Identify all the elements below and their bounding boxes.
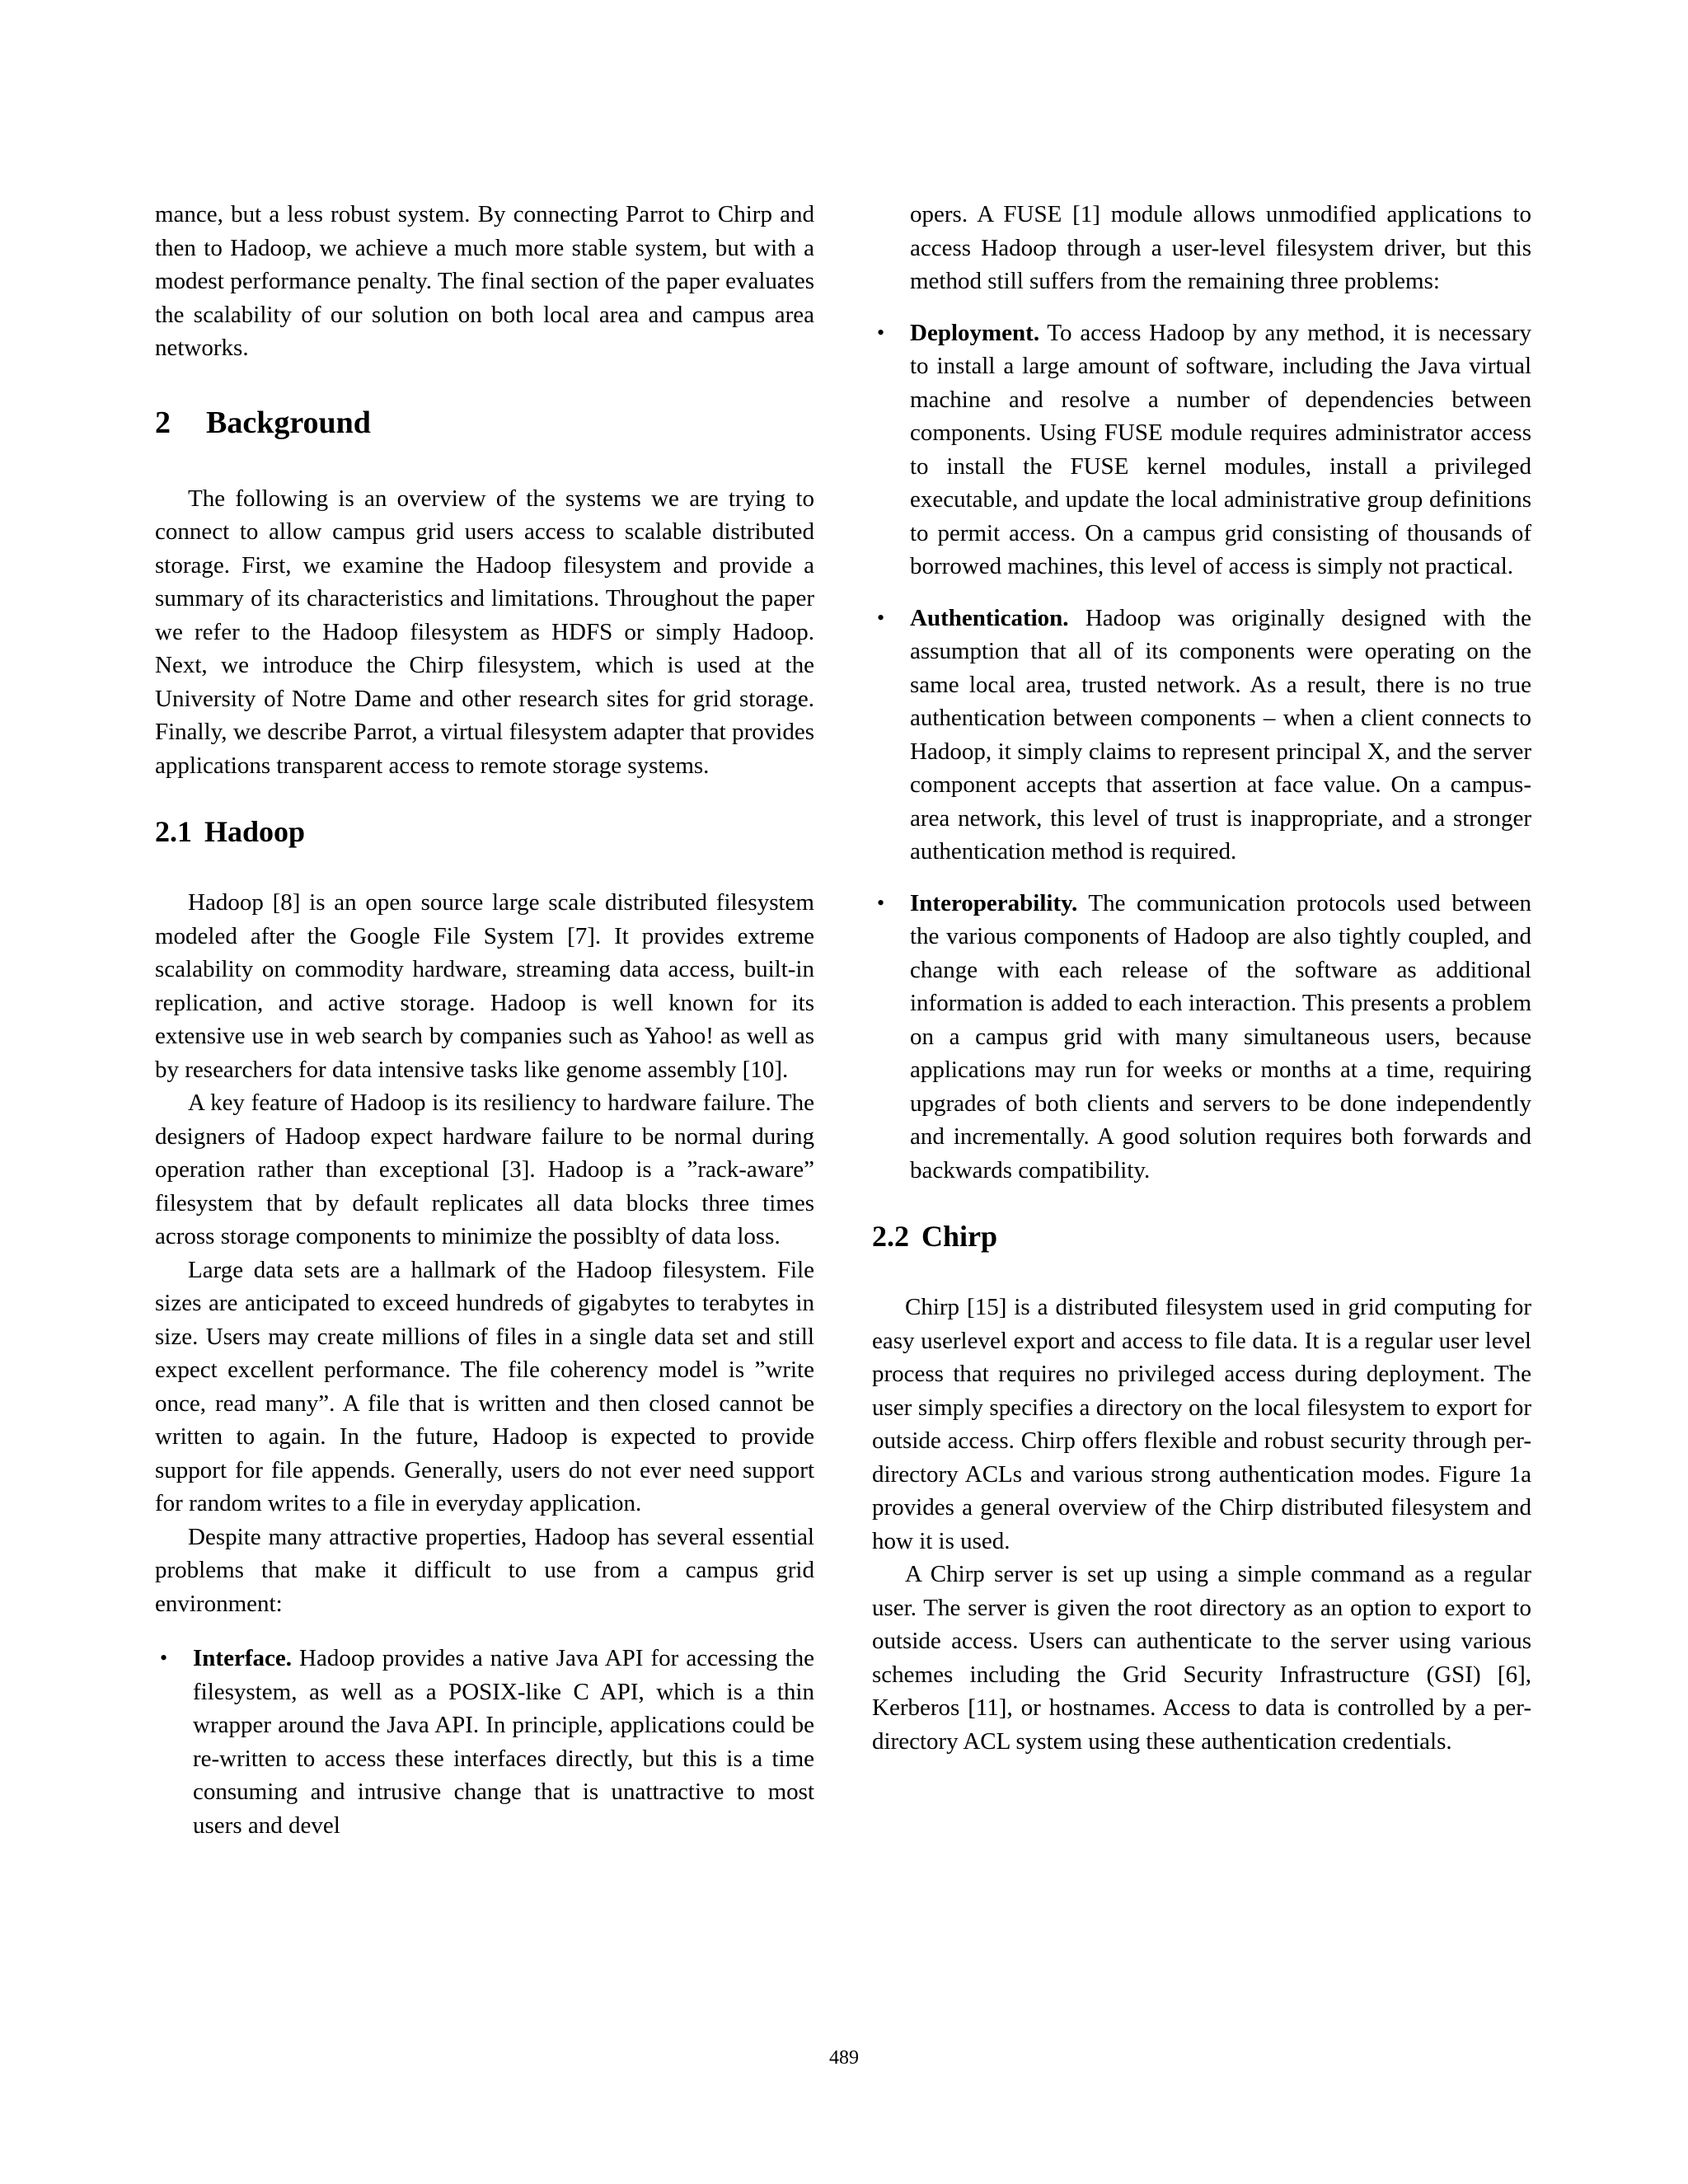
bullet-lead: Authentication. (910, 604, 1069, 631)
intro-continued-paragraph: mance, but a less robust system. By connecting Parrot to Chirp and then to Hadoop, we achieve a much more stable system, but with a modest performance penalty. The final section of the paper evaluates the scalability of our solution on both local area and campus area networks. (155, 201, 814, 361)
hadoop-paragraph-4: Despite many attractive properties, Hadoop has several essential problems that make it difficult to use from a campus grid environment: (155, 1523, 814, 1617)
section-title: Background (206, 405, 371, 440)
list-item (872, 887, 1531, 1188)
subsection-number: 2.2 (872, 1220, 909, 1253)
bullet-icon: • (877, 605, 885, 630)
hadoop-paragraph-3: Large data sets are a hallmark of the Hadoop filesystem. File sizes are anticipated to exceed hundreds of gigabytes to terabytes in size. Users may create millions of files in a single data set and still expect excellent performance. The file coherency model is ”write once, read many”. A file that is written and then closed cannot be written to again. In the future, Hadoop is expected to provide support for file appends. Generally, users do not ever need support for random writes to a file in everyday application. (155, 1256, 814, 1516)
bullet-text: To access Hadoop by any method, it is necessary to install a large amount of software, including the Java virtual machine and resolve a number of dependencies between components. Using FUSE module requires administrator access to install the FUSE kernel modules, install a privileged executable, and update the local administrative group definitions to permit access. On a campus grid consisting of thousands of borrowed machines, this level of access is simply not practical. (910, 319, 1531, 579)
subsection-number: 2.1 (155, 815, 192, 848)
bullet-text: The communication protocols used between the various components of Hadoop are also tightly coupled, and change with each release of the software as additional information is added to each interaction. This presents a problem on a campus grid with many simultaneous users, because applications may run for weeks or months at a time, requiring upgrades of both clients and servers to be done independently and incrementally. A good solution requires both forwards and backwards compatibility. (910, 889, 1531, 1183)
list-item (872, 602, 1531, 869)
problems-list-continued (872, 316, 1531, 1188)
subsection-title: Chirp (921, 1220, 998, 1253)
chirp-paragraph-2: A Chirp server is set up using a simple command as a regular user. The server is given the root directory as an option to export to outside access. Users can authenticate to the server using various schemes including the Grid Security Infrastructure (GSI) [6], Kerberos [11], or hostnames. Access to data is controlled by a per-directory ACL system using these authentication credentials. (872, 1561, 1531, 1755)
bullet-lead: Interface. (193, 1645, 292, 1671)
bullet-icon: • (160, 1646, 168, 1670)
bullet-icon: • (877, 890, 885, 915)
problems-list (155, 1642, 814, 1842)
section-2-heading (155, 405, 814, 441)
right-column (872, 198, 1531, 1758)
section-2-2-heading (872, 1218, 1531, 1254)
hadoop-paragraph-2: A key feature of Hadoop is its resiliency to hardware failure. The designers of Hadoop expect hardware failure to be normal during operation rather than exceptional [3]. Hadoop is a ”rack-aware” filesystem that by default replicates all data blocks three times across storage components to minimize the possiblty of data loss. (155, 1090, 814, 1249)
list-item (872, 316, 1531, 583)
hadoop-paragraph-1: Hadoop [8] is an open source large scale distributed filesystem modeled after the Google File System [7]. It provides extreme scalability on commodity hardware, streaming data access, built-in replication, and active storage. Hadoop is well known for its extensive use in web search by companies such as Yahoo! as well as by researchers for data intensive tasks like genome assembly [10]. (155, 889, 814, 1083)
page-number: 489 (829, 2047, 859, 2069)
bullet-icon: • (877, 320, 885, 344)
list-item (155, 1642, 814, 1842)
subsection-title: Hadoop (204, 815, 306, 848)
left-column (155, 198, 814, 1842)
section-2-1-heading (155, 813, 814, 850)
chirp-paragraph-1: Chirp [15] is a distributed filesystem used in grid computing for easy userlevel export and access to file data. It is a regular user level process that requires no privileged access during deployment. The user simply specifies a directory on the local filesystem to export for outside access. Chirp offers flexible and robust security through per-directory ACLs and various strong authentication modes. Figure 1a provides a general overview of the Chirp distributed filesystem and how it is used. (872, 1294, 1531, 1554)
background-paragraph: The following is an overview of the systems we are trying to connect to allow campus grid users access to scalable distributed storage. First, we examine the Hadoop filesystem and provide a summary of its characteristics and limitations. Throughout the paper we refer to the Hadoop filesystem as HDFS or simply Hadoop. Next, we introduce the Chirp filesystem, which is used at the University of Notre Dame and other research sites for grid storage. Finally, we describe Parrot, a virtual filesystem adapter that provides applications transparent access to remote storage systems. (155, 485, 814, 779)
bullet-text: Hadoop was originally designed with the assumption that all of its components were operating on the same local area, trusted network. As a result, there is no true authentication between components – when a client connects to Hadoop, it simply claims to represent principal X, and the server component accepts that assertion at face value. On a campus-area network, this level of trust is inappropriate, and a stronger authentication method is required. (910, 604, 1531, 865)
bullet-lead: Deployment. (910, 319, 1040, 346)
bullet-text: Hadoop provides a native Java API for accessing the filesystem, as well as a POSIX-like C API, which is a thin wrapper around the Java API. In principle, applications could be re-written to access these interfaces directly, but this is a time consuming and intrusive change that is unattractive to most users and devel (193, 1645, 814, 1839)
section-number: 2 (155, 405, 171, 440)
bullet-lead: Interoperability. (910, 889, 1078, 916)
interface-continued-paragraph: opers. A FUSE [1] module allows unmodified applications to access Hadoop through a user-level filesystem driver, but this method still suffers from the remaining three problems: (910, 201, 1531, 294)
